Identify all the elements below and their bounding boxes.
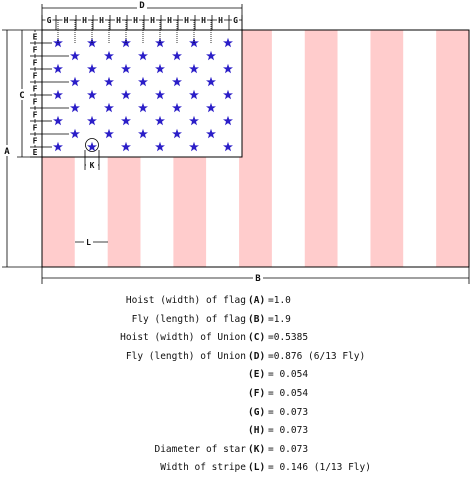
spec-value: =1.9 <box>268 313 291 325</box>
spec-row <box>0 460 474 478</box>
union-canton <box>42 30 242 157</box>
spec-value: =0.876 (6/13 Fly) <box>268 350 366 362</box>
spec-row <box>0 330 474 348</box>
spec-value: = 0.073 <box>268 406 309 418</box>
dim-label-h: H <box>150 16 155 25</box>
spec-value: = 0.073 <box>268 443 309 455</box>
spec-label: Diameter of star <box>154 443 246 455</box>
spec-code: (F) <box>248 388 266 399</box>
spec-code: (H) <box>248 425 266 437</box>
dim-label-f: F <box>32 84 38 94</box>
dim-label-a: A <box>4 147 10 157</box>
dim-label-h: H <box>201 16 206 25</box>
spec-code: (K) <box>248 443 266 455</box>
dim-label-h: H <box>184 16 189 25</box>
dim-label-f: F <box>32 136 38 146</box>
spec-code: (A) <box>248 295 266 306</box>
spec-row <box>0 312 474 330</box>
spec-value: =0.5385 <box>268 332 309 344</box>
spec-value: = 0.054 <box>268 369 309 381</box>
red-stripe <box>370 30 403 267</box>
dim-label-f: F <box>32 110 38 120</box>
spec-row <box>0 293 474 311</box>
spec-row <box>0 405 474 423</box>
spec-label: Width of stripe <box>160 462 246 474</box>
dim-label-k: K <box>89 161 95 170</box>
dim-label-h: H <box>82 16 87 25</box>
spec-code: (C) <box>248 332 266 344</box>
dim-label-g: G <box>46 16 52 25</box>
spec-value: = 0.146 (1/13 Fly) <box>268 462 371 474</box>
dim-label-h: H <box>99 16 104 25</box>
red-stripe <box>305 30 338 267</box>
spec-value: =1.0 <box>268 295 291 306</box>
dim-label-d: D <box>139 1 145 11</box>
spec-row <box>0 367 474 385</box>
dim-label-f: F <box>32 71 38 81</box>
dim-label-h: H <box>218 16 223 25</box>
red-stripe <box>436 30 469 267</box>
spec-value: = 0.054 <box>268 388 309 399</box>
dim-label-g: G <box>233 16 238 25</box>
spec-label: Fly (length) of Union <box>125 350 246 362</box>
dim-label-h: H <box>167 16 172 25</box>
dim-label-f: F <box>32 123 38 133</box>
dim-label-e: E <box>32 148 38 157</box>
dim-label-h: H <box>63 16 69 25</box>
dim-label-e: E <box>32 32 38 42</box>
dim-label-f: F <box>32 45 38 55</box>
dim-label-b: B <box>255 274 261 284</box>
spec-row <box>0 423 474 441</box>
spec-code: (G) <box>248 406 266 418</box>
dim-label-h: H <box>133 16 138 25</box>
dim-label-h: H <box>116 16 121 25</box>
white-stripe <box>403 30 436 267</box>
spec-row <box>0 386 474 404</box>
red-stripe <box>239 30 272 267</box>
spec-row <box>0 442 474 460</box>
spec-label: Fly (length) of flag <box>131 313 246 325</box>
spec-label: Hoist (width) of flag <box>125 295 246 306</box>
white-stripe <box>272 30 305 267</box>
spec-code: (B) <box>248 313 266 325</box>
spec-code: (L) <box>248 462 266 474</box>
spec-label: Hoist (width) of Union <box>120 332 246 344</box>
dim-label-f: F <box>32 97 38 107</box>
spec-row <box>0 349 474 367</box>
white-stripe <box>338 30 371 267</box>
dim-label-c: C <box>19 91 25 101</box>
spec-code: (E) <box>248 369 266 381</box>
spec-code: (D) <box>248 350 266 362</box>
dim-label-f: F <box>32 58 38 68</box>
dim-label-l: L <box>86 238 91 247</box>
spec-value: = 0.073 <box>268 425 309 437</box>
